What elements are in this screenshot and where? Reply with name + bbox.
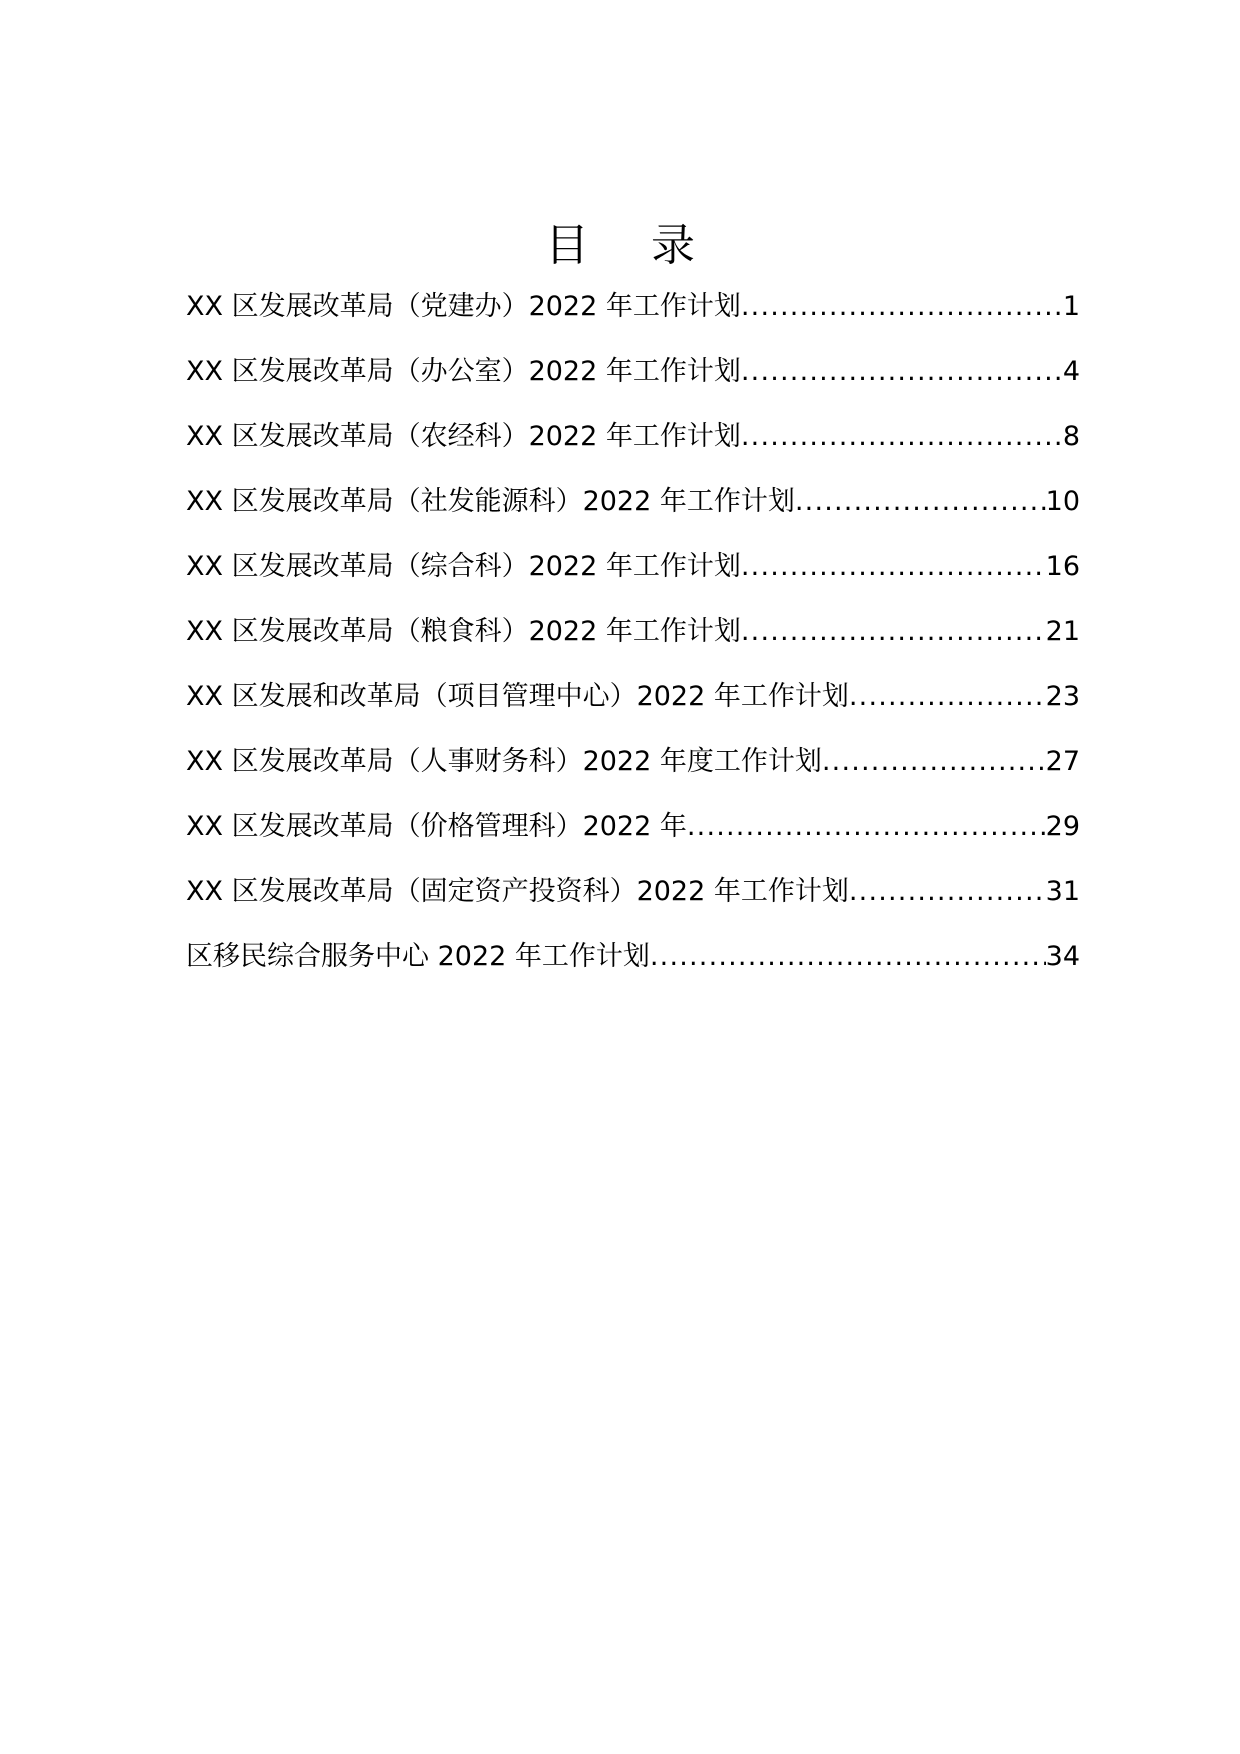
toc-dot-leader (849, 867, 1046, 917)
toc-entry-title: XX 区发展改革局（社发能源科）2022 年工作计划 (186, 486, 795, 517)
toc-page-number: 1 (1062, 291, 1080, 322)
toc-entry[interactable] (186, 282, 1080, 347)
toc-entry-title: 区移民综合服务中心 2022 年工作计划 (186, 941, 650, 972)
toc-dot-leader (650, 932, 1046, 982)
toc-entry[interactable] (186, 867, 1080, 932)
toc-page-number: 27 (1045, 746, 1080, 777)
toc-entry-title: XX 区发展改革局（综合科）2022 年工作计划 (186, 551, 741, 582)
toc-entry-title: XX 区发展改革局（人事财务科）2022 年度工作计划 (186, 746, 822, 777)
toc-page-number: 4 (1062, 356, 1080, 387)
toc-entry-title: XX 区发展改革局（党建办）2022 年工作计划 (186, 291, 741, 322)
toc-entry[interactable] (186, 477, 1080, 542)
toc-entry-title: XX 区发展改革局（固定资产投资科）2022 年工作计划 (186, 876, 849, 907)
toc-dot-leader (822, 737, 1046, 787)
toc-entry[interactable] (186, 542, 1080, 607)
toc-page-number: 34 (1045, 941, 1080, 972)
toc-dot-leader (795, 477, 1046, 527)
toc-list (186, 282, 1080, 997)
toc-dot-leader (687, 802, 1046, 852)
toc-entry[interactable] (186, 412, 1080, 477)
toc-page-number: 8 (1062, 421, 1080, 452)
toc-page-number: 21 (1045, 616, 1080, 647)
toc-dot-leader (741, 347, 1063, 397)
toc-entry[interactable] (186, 672, 1080, 737)
toc-entry[interactable] (186, 737, 1080, 802)
toc-page-number: 16 (1045, 551, 1080, 582)
toc-dot-leader (849, 672, 1046, 722)
toc-entry[interactable] (186, 932, 1080, 997)
toc-title (0, 218, 1240, 274)
toc-entry-title: XX 区发展和改革局（项目管理中心）2022 年工作计划 (186, 681, 849, 712)
toc-title-char-1: 目 (545, 220, 589, 271)
toc-dot-leader (741, 282, 1063, 332)
toc-page-number: 10 (1045, 486, 1080, 517)
toc-dot-leader (741, 412, 1063, 462)
toc-page-number: 31 (1045, 876, 1080, 907)
toc-entry-title: XX 区发展改革局（农经科）2022 年工作计划 (186, 421, 741, 452)
toc-title-char-2: 录 (651, 220, 695, 271)
toc-entry[interactable] (186, 347, 1080, 412)
toc-dot-leader (741, 542, 1046, 592)
toc-page-number: 23 (1045, 681, 1080, 712)
toc-entry[interactable] (186, 607, 1080, 672)
toc-entry-title: XX 区发展改革局（价格管理科）2022 年 (186, 811, 687, 842)
toc-entry[interactable] (186, 802, 1080, 867)
toc-page-number: 29 (1045, 811, 1080, 842)
toc-dot-leader (741, 607, 1046, 657)
toc-entry-title: XX 区发展改革局（粮食科）2022 年工作计划 (186, 616, 741, 647)
toc-entry-title: XX 区发展改革局（办公室）2022 年工作计划 (186, 356, 741, 387)
